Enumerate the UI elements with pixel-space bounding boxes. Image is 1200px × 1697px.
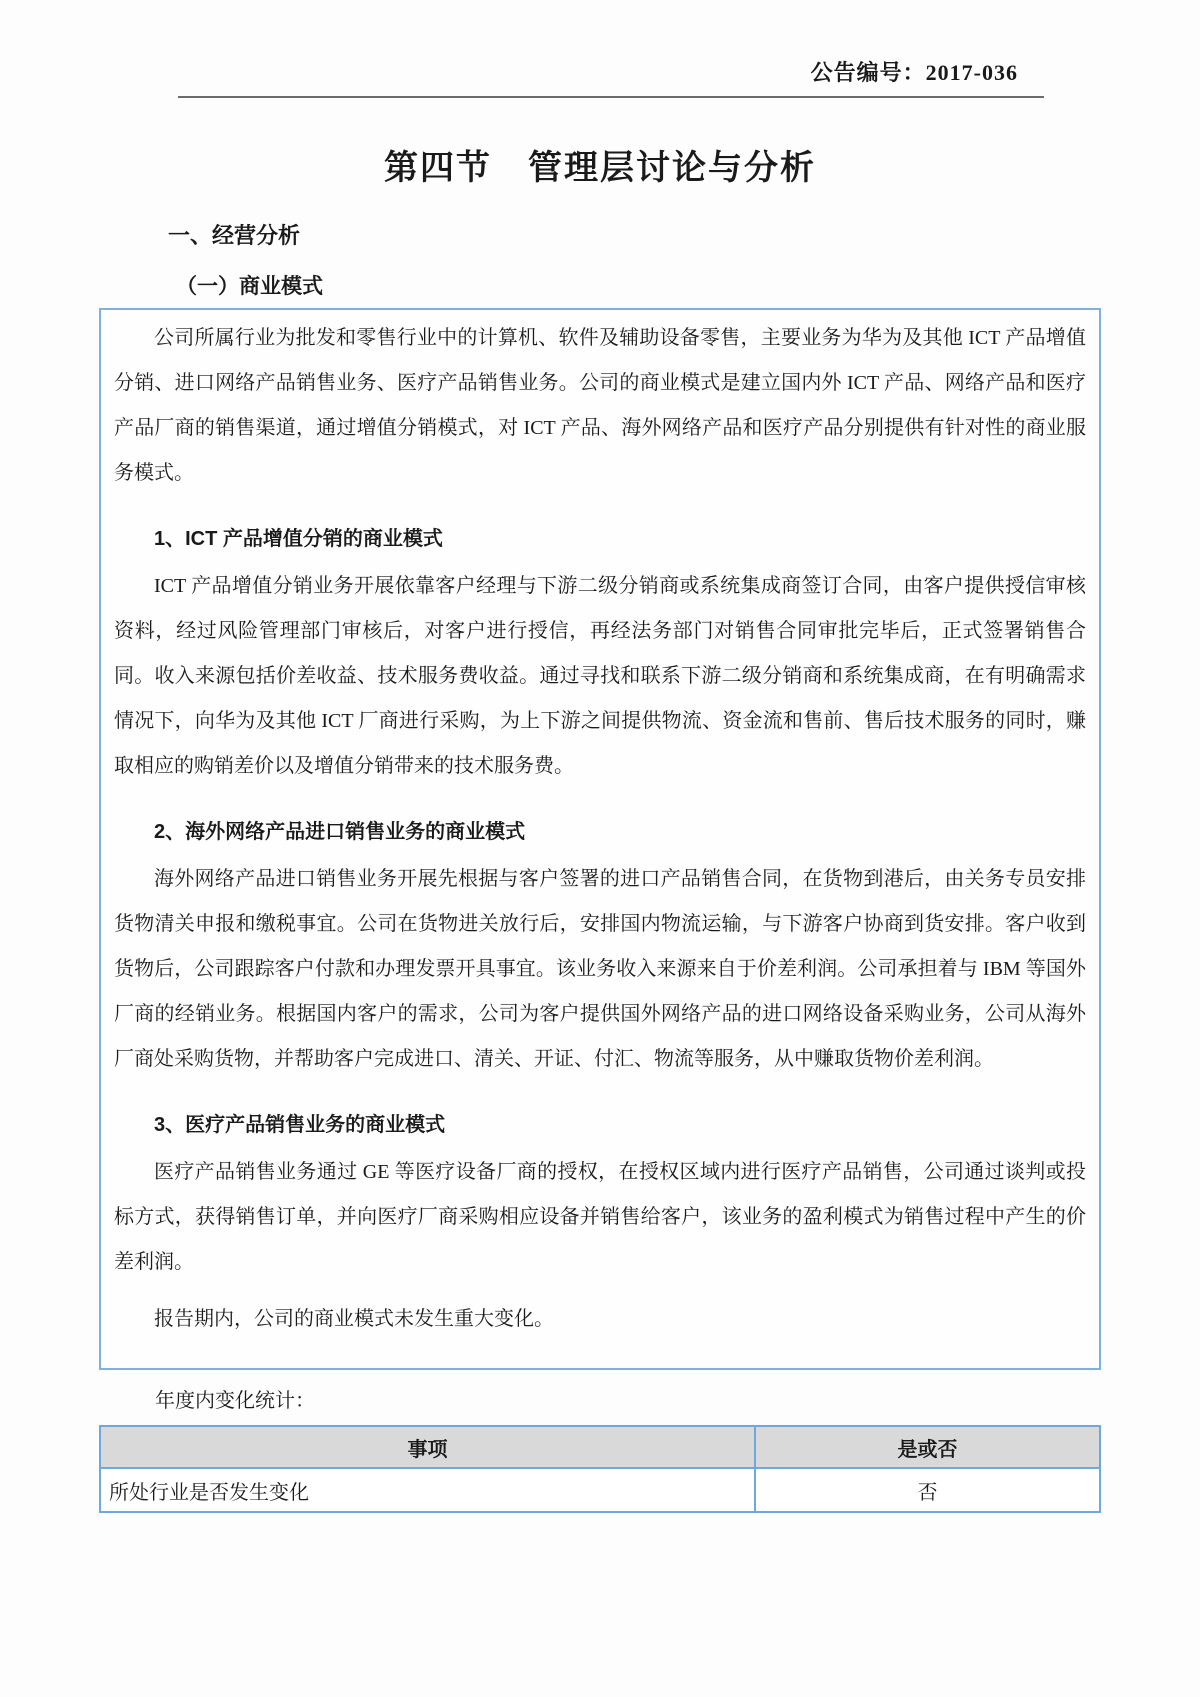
model-1-heading: 1、ICT 产品增值分销的商业模式 <box>154 528 443 550</box>
table-header-row <box>100 1426 1100 1468</box>
header-rule <box>178 96 1044 98</box>
table-row <box>100 1468 1100 1512</box>
header-cell-item: 事项 <box>100 1426 755 1468</box>
model-2-heading: 2、海外网络产品进口销售业务的商业模式 <box>154 821 526 843</box>
header-cell-yesno: 是或否 <box>755 1426 1100 1468</box>
cell-item: 所处行业是否发生变化 <box>100 1468 755 1512</box>
model-3-heading: 3、医疗产品销售业务的商业模式 <box>154 1114 446 1136</box>
subsection-heading: （一）商业模式 <box>176 275 323 298</box>
model-2-paragraph: 海外网络产品进口销售业务开展先根据与客户签署的进口产品销售合同，在货物到港后，由关务专员安排货物清关申报和缴税事宜。公司在货物进关放行后，安排国内物流运输，与下游客户协商到货安排。客户收到货物后，公司跟踪客户付款和办理发票开具事宜。该业务收入来源来自于价差利润。公司承担着与 IBM 等国外厂商的经销业务。根据国内客户的需求，公司为客户提供国外网络产品的进口网络设备采购业务，公司从海外厂商处采购货物，并帮助客户完成进口、清关、开证、付汇、物流等服务，从中赚取货物价差利润。 <box>114 868 1086 1070</box>
business-model-box <box>99 308 1101 1370</box>
intro-paragraph: 公司所属行业为批发和零售行业中的计算机、软件及辅助设备零售，主要业务为华为及其他 ICT 产品增值分销、进口网络产品销售业务、医疗产品销售业务。公司的商业模式是建立国内外 ICT 产品、网络产品和医疗产品厂商的销售渠道，通过增值分销模式，对 ICT 产品、海外网络产品和医疗产品分别提供有针对性的商业服务模式。 <box>114 327 1086 484</box>
page-title: 第四节 管理层讨论与分析 <box>384 149 816 187</box>
annual-change-label: 年度内变化统计： <box>155 1390 315 1412</box>
announcement-number: 公告编号：2017-036 <box>810 60 1018 85</box>
annual-change-table <box>99 1425 1101 1513</box>
model-1-paragraph: ICT 产品增值分销业务开展依靠客户经理与下游二级分销商或系统集成商签订合同，由客户提供授信审核资料，经过风险管理部门审核后，对客户进行授信，再经法务部门对销售合同审批完毕后，正式签署销售合同。收入来源包括价差收益、技术服务费收益。通过寻找和联系下游二级分销商和系统集成商，在有明确需求情况下，向华为及其他 ICT 厂商进行采购，为上下游之间提供物流、资金流和售前、售后技术服务的同时，赚取相应的购销差价以及增值分销带来的技术服务费。 <box>114 575 1086 777</box>
section-heading: 一、经营分析 <box>168 223 301 248</box>
closing-paragraph: 报告期内，公司的商业模式未发生重大变化。 <box>154 1308 554 1330</box>
model-3-paragraph: 医疗产品销售业务通过 GE 等医疗设备厂商的授权，在授权区域内进行医疗产品销售，公司通过谈判或投标方式，获得销售订单，并向医疗厂商采购相应设备并销售给客户，该业务的盈利模式为销售过程中产生的价差利润。 <box>114 1161 1086 1273</box>
cell-answer: 否 <box>755 1468 1100 1512</box>
